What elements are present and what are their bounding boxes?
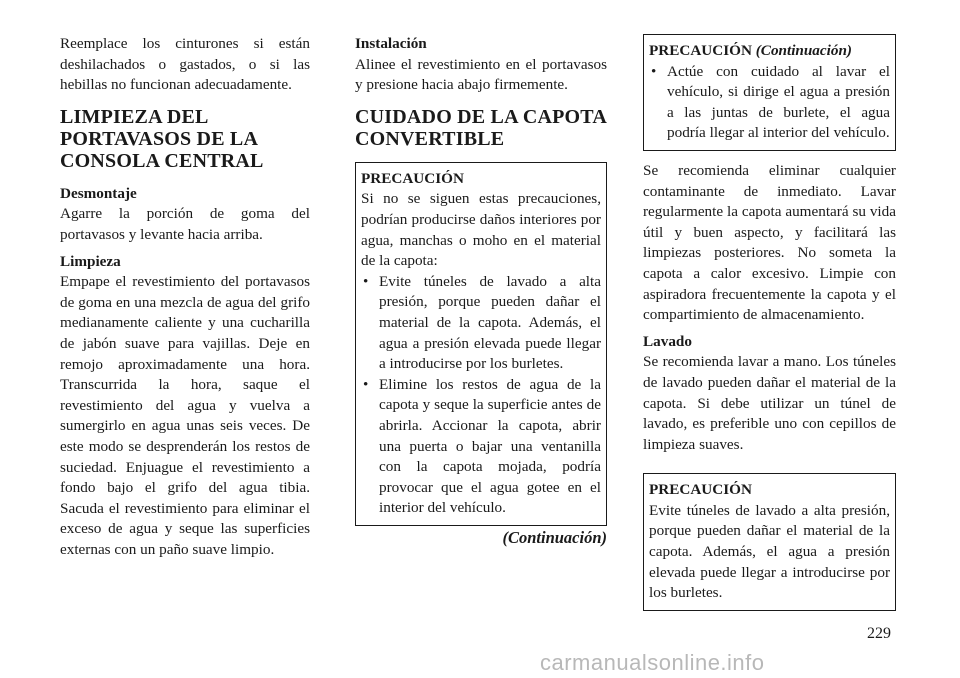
caution-continued-box (643, 34, 896, 151)
cleaning-subheading: Limpieza (60, 252, 121, 270)
caution-bullet: • Elimine los restos de agua de la capota y seque la superficie antes de abrirla. Accionar la capota, abrir una puerta o bajar una ventanilla con la capota mojada, podría provocar que el agua gotee en el interior del vehículo. (361, 375, 601, 519)
caution-box (355, 162, 607, 526)
caution-box-2 (643, 473, 896, 611)
caution-label: PRECAUCIÓN (649, 481, 752, 499)
caution-list (361, 272, 601, 519)
care-paragraph: Se recomienda eliminar cualquier contaminante de inmediato. Lavar regularmente la capota aumentará su vida útil y buen aspecto, y facilitará las limpiezas posteriores. No someta la capota a calor excesivo. Limpie con aspiradora frecuentemente la capota y el compartimiento de almacenamiento. (643, 161, 896, 324)
caution-text: Evite túneles de lavado a alta presión, porque pueden dañar el material de la capota. Además, el agua a presión elevada puede llegar a introducirse por los burletes. (649, 501, 890, 602)
left-column (60, 34, 310, 560)
page-number: 229 (867, 625, 891, 642)
caution-continued-label: (Continuación) (755, 42, 852, 59)
caution-bullet: • Actúe con cuidado al lavar el vehículo, si dirige el agua a presión a las juntas de burlete, el agua podría llegar al interior del vehículo. (649, 62, 890, 144)
caution-label: PRECAUCIÓN (649, 42, 752, 59)
middle-column (355, 34, 607, 548)
removal-subheading: Desmontaje (60, 184, 137, 202)
caution-list (649, 62, 890, 144)
right-column (643, 34, 896, 611)
installation-subheading: Instalación (355, 35, 427, 52)
caution-intro: Si no se siguen estas precauciones, podrían producirse daños interiores por agua, manchas o moho en el material de la capota: (361, 190, 601, 270)
cleaning-paragraph: Empape el revestimiento del portavasos de goma en una mezcla de agua del grifo medianamente caliente y una cucharilla de jabón suave para vajillas. Deje en remojo aproximadamente una hora. Transcurrida la hora, saque el revestimiento del agua y vuelva a sumergirlo en agua unas seis veces. De este modo se desprenderán los restos de suciedad. Enjuague el revestimiento a fondo bajo el grifo del agua tibia. Sacuda el revestimiento para eliminar el exceso de agua y seque las superficies externas con un paño suave limpio. (60, 273, 310, 558)
convertible-top-heading: CUIDADO DE LA CAPOTA CONVERTIBLE (355, 105, 606, 150)
installation-paragraph: Alinee el revestimiento en el portavasos y presione hacia abajo firmemente. (355, 55, 607, 94)
washing-paragraph: Se recomienda lavar a mano. Los túneles de lavado pueden dañar el material de la capota. Si debe utilizar un túnel de lavado, es preferible uno con cepillos de limpieza suaves. (643, 353, 896, 453)
removal-paragraph: Agarre la porción de goma del portavasos y levante hacia arriba. (60, 205, 310, 243)
caution-label: PRECAUCIÓN (361, 169, 464, 187)
watermark-text: carmanualsonline.info (540, 650, 765, 675)
intro-paragraph: Reemplace los cinturones si están deshilachados o gastados, o si las hebillas no funcionan adecuadamente. (60, 35, 310, 94)
washing-subheading: Lavado (643, 332, 692, 350)
continued-label: (Continuación) (502, 527, 607, 547)
cupholder-cleaning-heading: LIMPIEZA DEL PORTAVASOS DE LA CONSOLA CENTRAL (60, 105, 264, 172)
caution-bullet: • Evite túneles de lavado a alta presión, porque pueden dañar el material de la capota. Además, el agua a presión elevada puede llegar a introducirse por los burletes. (361, 272, 601, 375)
